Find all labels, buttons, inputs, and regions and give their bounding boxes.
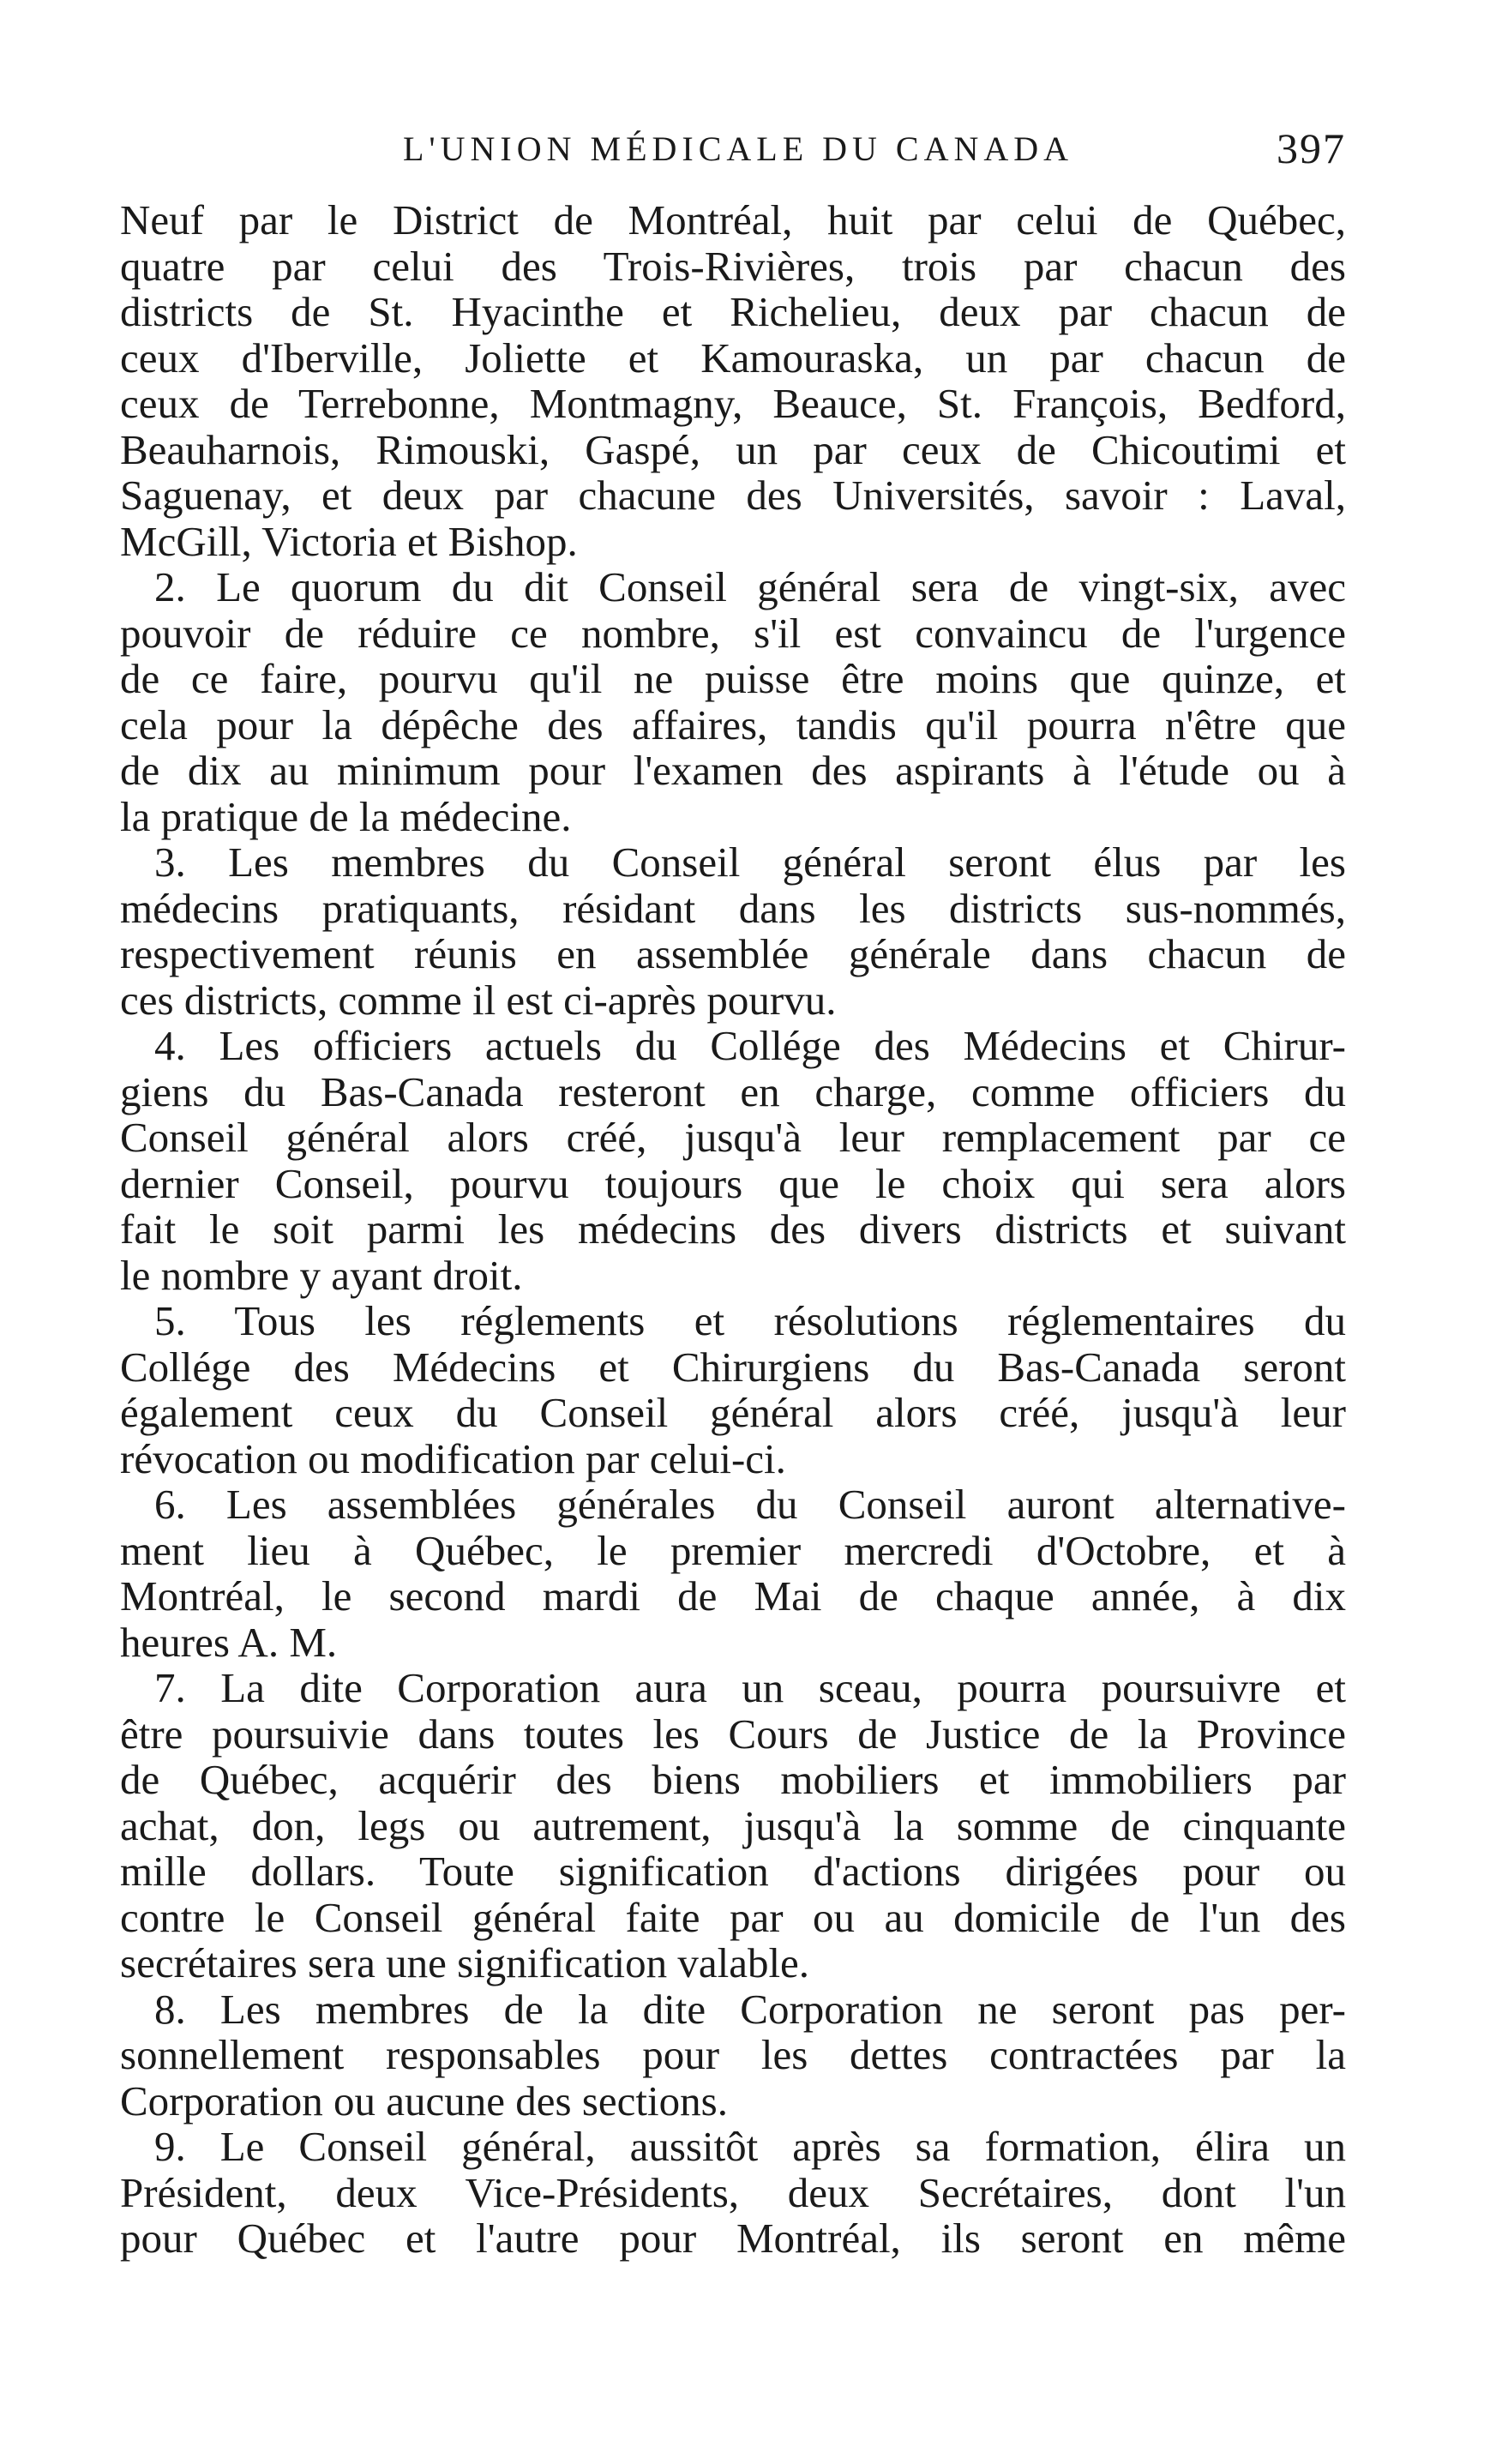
text-line: médecins pratiquants, résidant dans les districts sus-nommés, xyxy=(120,884,1346,932)
body-text xyxy=(120,197,1346,2262)
text-line: Collége des Médecins et Chirurgiens du Bas-Canada seront xyxy=(120,1343,1346,1391)
text-line: contre le Conseil général faite par ou au domicile de l'un des xyxy=(120,1893,1346,1941)
page-header xyxy=(120,124,1346,180)
text-line: Neuf par le District de Montréal, huit par celui de Québec, xyxy=(120,196,1346,243)
text-line: quatre par celui des Trois-Rivières, trois par chacun des xyxy=(120,242,1346,290)
text-line: districts de St. Hyacinthe et Richelieu, deux par chacun de xyxy=(120,288,1346,335)
text-line: Beauharnois, Rimouski, Gaspé, un par ceux de Chicoutimi et xyxy=(120,425,1346,473)
text-line: le nombre y ayant droit. xyxy=(120,1251,523,1299)
text-line: de Québec, acquérir des biens mobiliers et immobiliers par xyxy=(120,1756,1346,1803)
text-line: Président, deux Vice-Présidents, deux Secrétaires, dont l'un xyxy=(120,2168,1346,2216)
text-line: ment lieu à Québec, le premier mercredi d'Octobre, et à xyxy=(120,1526,1346,1574)
text-line: 5. Tous les réglements et résolutions réglementaires du xyxy=(154,1297,1346,1344)
text-line: pour Québec et l'autre pour Montréal, ils seront en même xyxy=(120,2215,1346,2262)
text-line: ceux d'Iberville, Joliette et Kamouraska, un par chacun de xyxy=(120,334,1346,382)
text-line: la pratique de la médecine. xyxy=(120,792,572,840)
text-line: 6. Les assemblées générales du Conseil auront alternative- xyxy=(154,1481,1346,1528)
text-line: cela pour la dépêche des affaires, tandis qu'il pourra n'être que xyxy=(120,700,1346,748)
text-line: être poursuivie dans toutes les Cours de Justice de la Province xyxy=(120,1710,1346,1758)
text-line: achat, don, legs ou autrement, jusqu'à la somme de cinquante xyxy=(120,1801,1346,1849)
text-line: Saguenay, et deux par chacune des Universités, savoir : Laval, xyxy=(120,472,1346,519)
text-line: également ceux du Conseil général alors créé, jusqu'à leur xyxy=(120,1389,1346,1436)
page-number: 397 xyxy=(1277,124,1346,172)
text-line: heures A. M. xyxy=(120,1618,338,1666)
text-line: sonnellement responsables pour les dettes contractées par la xyxy=(120,2031,1346,2078)
text-line: mille dollars. Toute signification d'actions dirigées pour ou xyxy=(120,1848,1346,1895)
text-line: 3. Les membres du Conseil général seront élus par les xyxy=(154,838,1346,886)
text-line: de ce faire, pourvu qu'il ne puisse être moins que quinze, et xyxy=(120,655,1346,702)
text-line: révocation ou modification par celui-ci. xyxy=(120,1434,786,1482)
text-line: 8. Les membres de la dite Corporation ne seront pas per- xyxy=(154,1985,1346,2033)
text-line: Conseil général alors créé, jusqu'à leur remplacement par ce xyxy=(120,1114,1346,1161)
text-line: 2. Le quorum du dit Conseil général sera de vingt-six, avec xyxy=(154,563,1346,610)
text-line: dernier Conseil, pourvu toujours que le choix qui sera alors xyxy=(120,1159,1346,1207)
text-line: 7. La dite Corporation aura un sceau, pourra poursuivre et xyxy=(154,1664,1346,1711)
text-line: de dix au minimum pour l'examen des aspirants à l'étude ou à xyxy=(120,747,1346,794)
text-line: McGill, Victoria et Bishop. xyxy=(120,517,578,565)
text-line: secrétaires sera une signification valable. xyxy=(120,1939,810,1986)
text-line: Montréal, le second mardi de Mai de chaque année, à dix xyxy=(120,1572,1346,1620)
text-line: fait le soit parmi les médecins des divers districts et suivant xyxy=(120,1205,1346,1253)
text-line: giens du Bas-Canada resteront en charge, comme officiers du xyxy=(120,1067,1346,1115)
text-line: respectivement réunis en assemblée générale dans chacun de xyxy=(120,930,1346,977)
text-line: ceux de Terrebonne, Montmagny, Beauce, St. François, Bedford, xyxy=(120,380,1346,427)
text-line: 4. Les officiers actuels du Collége des Médecins et Chirur- xyxy=(154,1022,1346,1069)
running-head: L'UNION MÉDICALE DU CANADA xyxy=(403,129,1074,168)
text-line: pouvoir de réduire ce nombre, s'il est convaincu de l'urgence xyxy=(120,609,1346,657)
text-line: Corporation ou aucune des sections. xyxy=(120,2076,728,2124)
text-line: 9. Le Conseil général, aussitôt après sa formation, élira un xyxy=(154,2123,1346,2170)
text-line: ces districts, comme il est ci-après pourvu. xyxy=(120,976,837,1024)
